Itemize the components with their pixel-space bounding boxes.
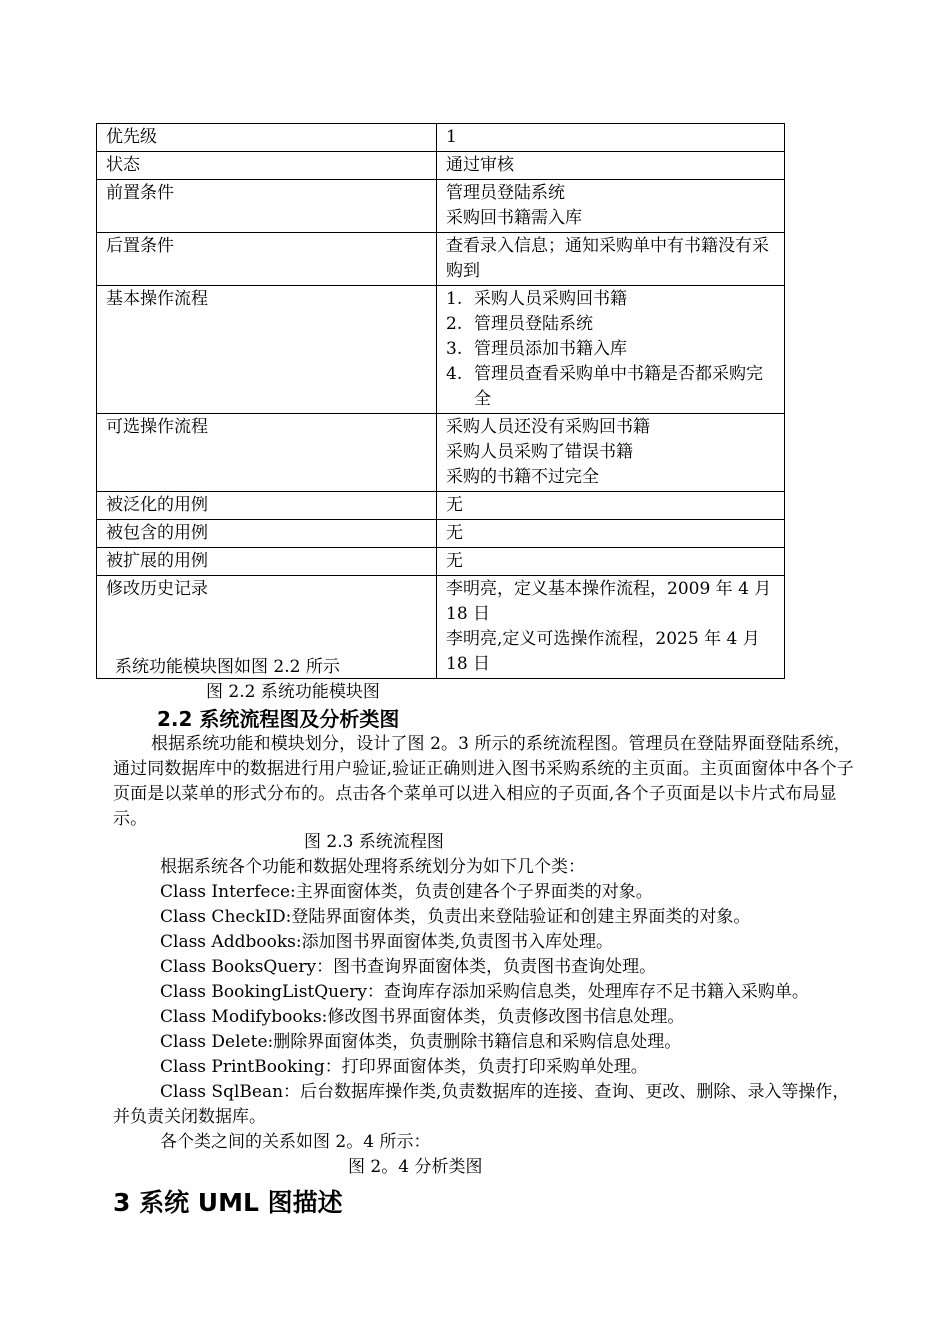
- list-item: [446, 287, 775, 312]
- row-value: [437, 414, 785, 492]
- step-text: 管理员登陆系统: [474, 314, 593, 334]
- table-row: [97, 520, 785, 548]
- row-value: [437, 180, 785, 233]
- value-line: 采购人员采购了错误书籍: [446, 442, 633, 462]
- row-value: 无: [437, 548, 785, 576]
- table-row: [97, 414, 785, 492]
- value-line: 李明亮,定义可选操作流程，2025 年 4 月 18 日: [446, 629, 760, 674]
- step-text: 管理员查看采购单中书籍是否都采购完全: [474, 364, 763, 409]
- row-key: 后置条件: [97, 233, 437, 286]
- value-line: 采购人员还没有采购回书籍: [446, 417, 650, 437]
- table-row: [97, 124, 785, 152]
- list-item: [446, 362, 775, 412]
- step-number: 1.: [446, 289, 463, 309]
- figure-2-2-intro: 系统功能模块图如图 2.2 所示: [115, 657, 340, 677]
- class-item-sqlbean: Class SqlBean：后台数据库操作类,负责数据库的连接、查询、更改、删除、录入等操作，并负责关闭数据库。: [113, 1082, 850, 1127]
- list-item: [446, 312, 775, 337]
- class-item: Class BooksQuery：图书查询界面窗体类，负责图书查询处理。: [160, 957, 657, 977]
- section-3-heading: 3 系统 UML 图描述: [113, 1188, 343, 1217]
- row-key: 被泛化的用例: [97, 492, 437, 520]
- class-item: Class CheckID:登陆界面窗体类，负责出来登陆验证和创建主界面类的对象。: [160, 907, 751, 927]
- body-paragraph: 根据系统功能和模块划分，设计了图 2。3 所示的系统流程图。管理员在登陆界面登陆系统，通过同数据库中的数据进行用户验证,验证正确则进入图书采购系统的主页面。主页面窗体中各个子页面是以菜单的形式分布的。点击各个菜单可以进入相应的子页面,各个子页面是以卡片式布局显示。: [113, 734, 854, 829]
- value-line: 管理员登陆系统: [446, 183, 565, 203]
- step-number: 2.: [446, 314, 463, 334]
- use-case-table: [96, 123, 785, 679]
- table-row: [97, 548, 785, 576]
- figure-2-2-caption: 图 2.2 系统功能模块图: [206, 682, 380, 702]
- row-value: [437, 286, 785, 414]
- class-item: Class Delete:删除界面窗体类，负责删除书籍信息和采购信息处理。: [160, 1032, 682, 1052]
- class-item: Class Modifybooks:修改图书界面窗体类，负责修改图书信息处理。: [160, 1007, 685, 1027]
- step-text: 管理员添加书籍入库: [474, 339, 627, 359]
- figure-2-4-caption: 图 2。4 分析类图: [348, 1157, 483, 1177]
- table-row: [97, 233, 785, 286]
- value-line: 采购回书籍需入库: [446, 208, 582, 228]
- table-row: [97, 180, 785, 233]
- section-2-2-heading: 2.2 系统流程图及分析类图: [157, 707, 400, 731]
- table-row: [97, 152, 785, 180]
- row-key: 基本操作流程: [97, 286, 437, 414]
- class-item: Class Addbooks:添加图书界面窗体类,负责图书入库处理。: [160, 932, 613, 952]
- row-key: 状态: [97, 152, 437, 180]
- row-key: 优先级: [97, 124, 437, 152]
- step-number: 4.: [446, 364, 463, 384]
- step-text: 采购人员采购回书籍: [474, 289, 627, 309]
- table-row: [97, 492, 785, 520]
- table-row: [97, 286, 785, 414]
- class-item: Class PrintBooking：打印界面窗体类，负责打印采购单处理。: [160, 1057, 648, 1077]
- figure-2-3-caption: 图 2.3 系统流程图: [304, 832, 444, 852]
- row-key: 被包含的用例: [97, 520, 437, 548]
- row-key: 修改历史记录: [97, 576, 437, 679]
- row-value: 通过审核: [437, 152, 785, 180]
- row-value: 1: [437, 124, 785, 152]
- row-value: 无: [437, 520, 785, 548]
- value-line: 李明亮，定义基本操作流程，2009 年 4 月 18 日: [446, 579, 772, 624]
- value-line: 采购的书籍不过完全: [446, 467, 599, 487]
- row-value: [437, 576, 785, 679]
- step-number: 3.: [446, 339, 463, 359]
- class-item: Class BookingListQuery：查询库存添加采购信息类，处理库存不足书籍入采购单。: [160, 982, 809, 1002]
- row-value: 查看录入信息；通知采购单中有书籍没有采购到: [437, 233, 785, 286]
- row-key: 被扩展的用例: [97, 548, 437, 576]
- step-list: [446, 287, 775, 412]
- relation-intro: 各个类之间的关系如图 2。4 所示：: [160, 1132, 431, 1152]
- row-key: 可选操作流程: [97, 414, 437, 492]
- classes-intro: 根据系统各个功能和数据处理将系统划分为如下几个类：: [160, 857, 585, 877]
- list-item: [446, 337, 775, 362]
- row-value: 无: [437, 492, 785, 520]
- class-item: Class Interfece:主界面窗体类，负责创建各个子界面类的对象。: [160, 882, 653, 902]
- row-key: 前置条件: [97, 180, 437, 233]
